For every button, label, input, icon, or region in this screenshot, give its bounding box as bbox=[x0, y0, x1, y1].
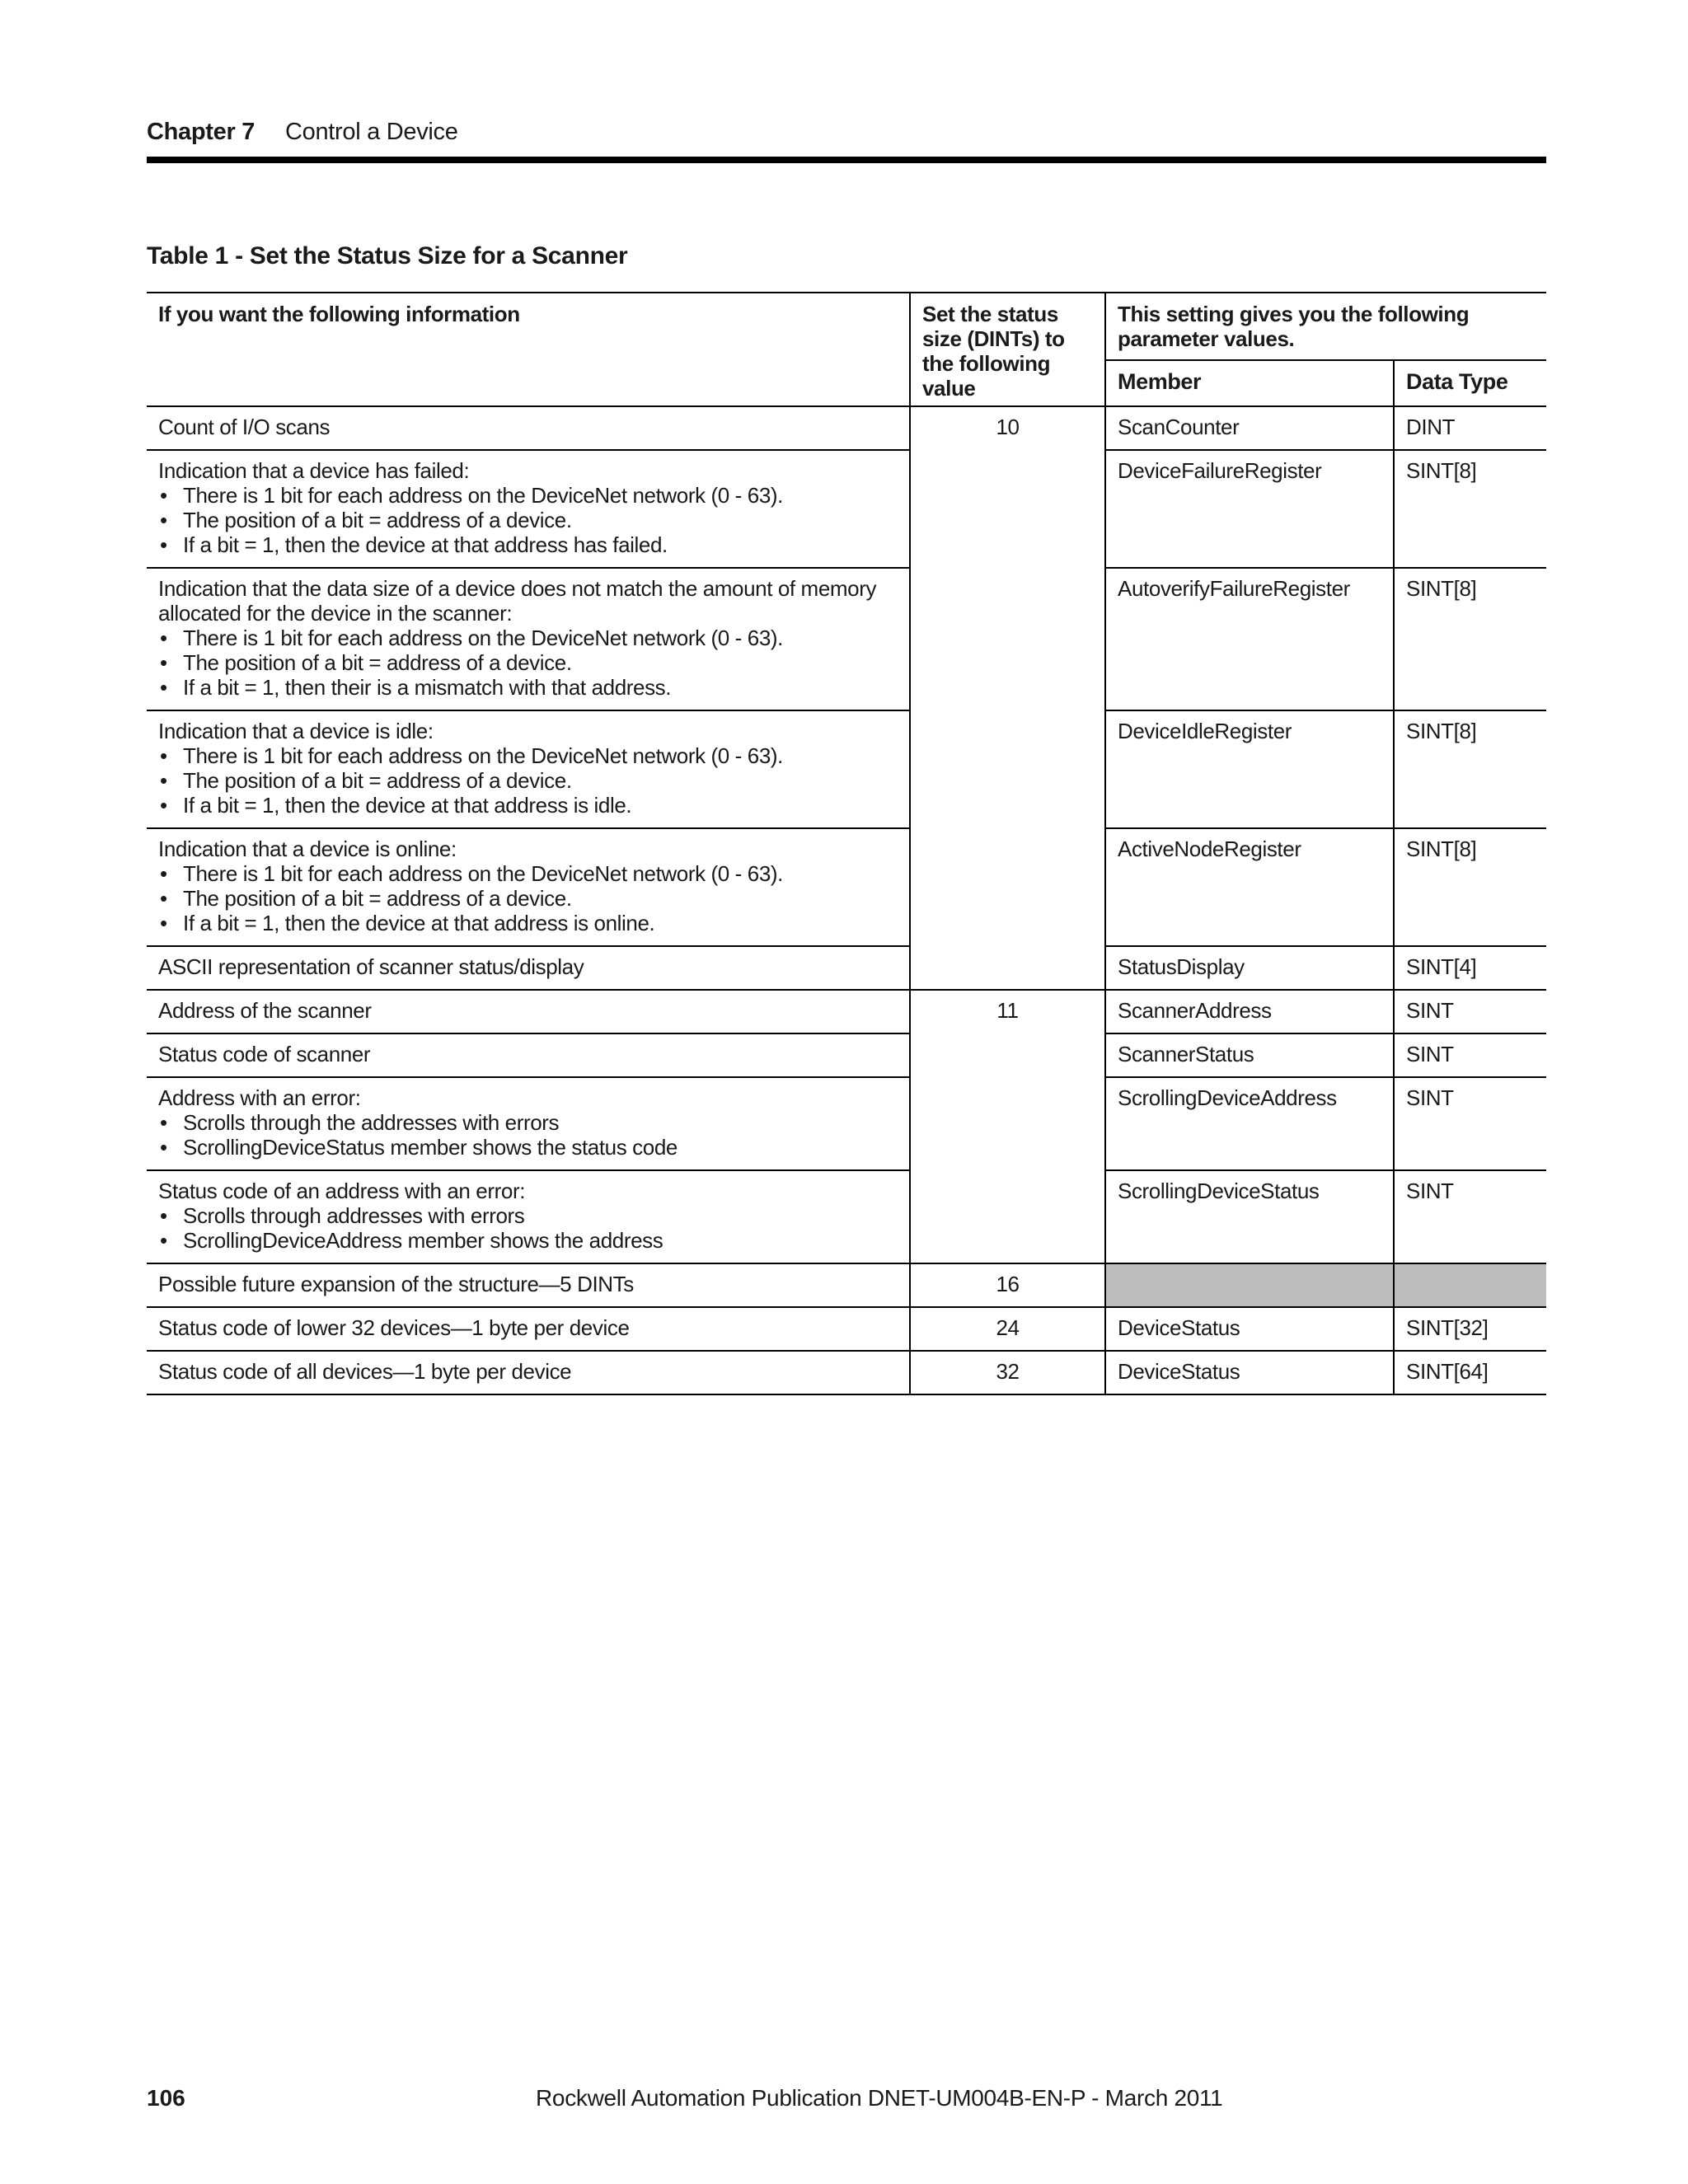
info-text: Status code of lower 32 devices—1 byte per device bbox=[158, 1315, 630, 1340]
info-text: Status code of scanner bbox=[158, 1042, 371, 1066]
data-type-cell: SINT bbox=[1394, 1077, 1546, 1170]
info-cell bbox=[147, 568, 910, 710]
info-text: Status code of an address with an error: bbox=[158, 1179, 526, 1203]
bullet-item: • There is 1 bit for each address on the DeviceNet network (0 - 63). bbox=[158, 483, 899, 508]
data-type-cell: SINT[8] bbox=[1394, 450, 1546, 568]
info-text: Indication that a device has failed: bbox=[158, 458, 470, 483]
table-row bbox=[147, 1077, 1546, 1170]
column-header-info: If you want the following information bbox=[147, 293, 910, 406]
member-cell: ScrollingDeviceStatus bbox=[1105, 1170, 1394, 1263]
bullet-list bbox=[158, 743, 899, 818]
table-row bbox=[147, 1307, 1546, 1351]
info-cell bbox=[147, 990, 910, 1033]
bullet-list bbox=[158, 1110, 899, 1160]
info-cell bbox=[147, 406, 910, 450]
data-type-cell: SINT bbox=[1394, 1170, 1546, 1263]
bullet-item: • Scrolls through the addresses with errors bbox=[158, 1110, 899, 1135]
bullet-item: • The position of a bit = address of a device. bbox=[158, 650, 899, 675]
table-row bbox=[147, 1033, 1546, 1077]
bullet-item: • If a bit = 1, then the device at that address is online. bbox=[158, 911, 899, 935]
bullet-item: • If a bit = 1, then the device at that address has failed. bbox=[158, 532, 899, 557]
bullet-item: • If a bit = 1, then their is a mismatch with that address. bbox=[158, 675, 899, 700]
member-cell: ScanCounter bbox=[1105, 406, 1394, 450]
info-cell bbox=[147, 710, 910, 828]
status-size-cell: 16 bbox=[910, 1263, 1105, 1307]
table-row bbox=[147, 828, 1546, 946]
bullet-item: • If a bit = 1, then the device at that address is idle. bbox=[158, 793, 899, 818]
bullet-item: • The position of a bit = address of a device. bbox=[158, 886, 899, 911]
table-row bbox=[147, 1263, 1546, 1307]
bullet-item: • There is 1 bit for each address on the DeviceNet network (0 - 63). bbox=[158, 861, 899, 886]
info-text: Status code of all devices—1 byte per device bbox=[158, 1359, 572, 1384]
info-cell bbox=[147, 1351, 910, 1394]
bullet-item: • There is 1 bit for each address on the DeviceNet network (0 - 63). bbox=[158, 626, 899, 650]
info-text: Indication that a device is idle: bbox=[158, 719, 434, 743]
member-cell: ScrollingDeviceAddress bbox=[1105, 1077, 1394, 1170]
data-type-cell: SINT[32] bbox=[1394, 1307, 1546, 1351]
column-header-size: Set the status size (DINTs) to the following value bbox=[910, 293, 1105, 406]
info-cell bbox=[147, 828, 910, 946]
status-size-cell: 11 bbox=[910, 990, 1105, 1263]
member-cell: ScannerAddress bbox=[1105, 990, 1394, 1033]
bullet-item: • ScrollingDeviceAddress member shows the address bbox=[158, 1228, 899, 1253]
member-cell: ScannerStatus bbox=[1105, 1033, 1394, 1077]
info-text: Count of I/O scans bbox=[158, 415, 331, 439]
data-type-cell: SINT[4] bbox=[1394, 946, 1546, 990]
info-text: ASCII representation of scanner status/display bbox=[158, 954, 584, 979]
member-cell: DeviceIdleRegister bbox=[1105, 710, 1394, 828]
bullet-item: • There is 1 bit for each address on the DeviceNet network (0 - 63). bbox=[158, 743, 899, 768]
member-cell bbox=[1105, 1263, 1394, 1307]
table-row bbox=[147, 710, 1546, 828]
info-cell bbox=[147, 1033, 910, 1077]
chapter-label: Chapter 7 bbox=[147, 119, 256, 145]
info-cell bbox=[147, 1307, 910, 1351]
data-type-cell: SINT bbox=[1394, 1033, 1546, 1077]
info-text: Indication that a device is online: bbox=[158, 837, 457, 861]
table-body bbox=[147, 406, 1546, 1394]
bullet-item: • The position of a bit = address of a device. bbox=[158, 768, 899, 793]
status-size-cell: 32 bbox=[910, 1351, 1105, 1394]
table-row bbox=[147, 568, 1546, 710]
info-text: Possible future expansion of the structure—5 DINTs bbox=[158, 1272, 634, 1296]
info-cell bbox=[147, 946, 910, 990]
bullet-list bbox=[158, 626, 899, 700]
column-header-data-type: Data Type bbox=[1394, 360, 1546, 406]
member-cell: DeviceStatus bbox=[1105, 1351, 1394, 1394]
member-cell: AutoverifyFailureRegister bbox=[1105, 568, 1394, 710]
data-type-cell: SINT[64] bbox=[1394, 1351, 1546, 1394]
member-cell: DeviceStatus bbox=[1105, 1307, 1394, 1351]
chapter-title: Control a Device bbox=[285, 119, 458, 145]
info-cell bbox=[147, 1263, 910, 1307]
table-row bbox=[147, 946, 1546, 990]
member-cell: StatusDisplay bbox=[1105, 946, 1394, 990]
publication-footer: Rockwell Automation Publication DNET-UM004B-EN-P - March 2011 bbox=[536, 2085, 1223, 2111]
table-row bbox=[147, 1170, 1546, 1263]
info-cell bbox=[147, 450, 910, 568]
info-text: Address of the scanner bbox=[158, 998, 372, 1023]
status-size-cell: 10 bbox=[910, 406, 1105, 990]
member-cell: DeviceFailureRegister bbox=[1105, 450, 1394, 568]
table-row bbox=[147, 450, 1546, 568]
bullet-item: • Scrolls through addresses with errors bbox=[158, 1203, 899, 1228]
status-size-table bbox=[147, 292, 1546, 1395]
column-header-params: This setting gives you the following parameter values. bbox=[1105, 293, 1546, 360]
table-header bbox=[147, 293, 1546, 406]
data-type-cell: SINT[8] bbox=[1394, 710, 1546, 828]
data-type-cell bbox=[1394, 1263, 1546, 1307]
data-type-cell: DINT bbox=[1394, 406, 1546, 450]
column-header-member: Member bbox=[1105, 360, 1394, 406]
info-cell bbox=[147, 1077, 910, 1170]
table-row bbox=[147, 990, 1546, 1033]
info-text: Indication that the data size of a device does not match the amount of memory allocated for the device in the scanner: bbox=[158, 576, 877, 626]
table-caption: Table 1 - Set the Status Size for a Scanner bbox=[147, 242, 628, 269]
data-type-cell: SINT[8] bbox=[1394, 568, 1546, 710]
table-row bbox=[147, 406, 1546, 450]
info-cell bbox=[147, 1170, 910, 1263]
data-type-cell: SINT bbox=[1394, 990, 1546, 1033]
bullet-list bbox=[158, 861, 899, 935]
bullet-list bbox=[158, 1203, 899, 1253]
member-cell: ActiveNodeRegister bbox=[1105, 828, 1394, 946]
data-type-cell: SINT[8] bbox=[1394, 828, 1546, 946]
table-row bbox=[147, 1351, 1546, 1394]
bullet-list bbox=[158, 483, 899, 557]
status-size-cell: 24 bbox=[910, 1307, 1105, 1351]
bullet-item: • ScrollingDeviceStatus member shows the status code bbox=[158, 1135, 899, 1160]
info-text: Address with an error: bbox=[158, 1085, 361, 1110]
page-number: 106 bbox=[147, 2085, 185, 2111]
header-rule bbox=[147, 157, 1546, 163]
bullet-item: • The position of a bit = address of a device. bbox=[158, 508, 899, 532]
